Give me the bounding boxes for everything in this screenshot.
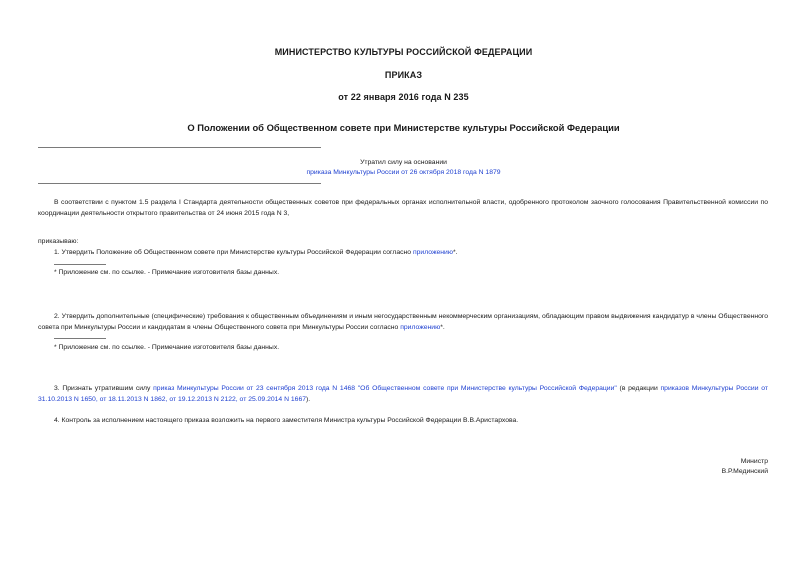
item-1-text: 1. Утвердить Положение об Общественном совете при Министерстве культуры Российской Федерации согласно [54, 249, 413, 256]
doc-type-heading: ПРИКАЗ [384, 70, 423, 80]
item-4-paragraph: 4. Контроль за исполнением настоящего приказа возложить на первого заместителя Министра культуры Российской Федерации В.В.Аристархова. [54, 417, 519, 424]
item-1-appendix-link[interactable]: приложению [412, 249, 453, 256]
ministry-heading: МИНИСТЕРСТВО КУЛЬТУРЫ РОССИЙСКОЙ ФЕДЕРАЦИИ [274, 47, 533, 57]
item-3-paragraph [38, 384, 768, 405]
repealed-order-link[interactable]: приказ Минкультуры России от 23 сентября 2013 года N 1468 "Об Общественном совете при Министерстве культуры Российской Федерации" [153, 385, 617, 392]
footnote-1: * Приложение см. по ссылке. - Примечание изготовителя базы данных. [54, 269, 280, 276]
item-1-paragraph [38, 248, 768, 259]
item-2-text: 2. Утвердить дополнительные (специфические) требования к общественным объединениям и иным негосударственным некоммерческим организациям, обладающим правом выдвижения кандидатур в члены Общественного совета при Минкультуры России и кандидатам в члены Общественного совета при Минкультуры России согласно [38, 313, 768, 331]
footnote-2: * Приложение см. по ссылке. - Примечание изготовителя базы данных. [54, 344, 280, 351]
item-3-tail: ). [306, 395, 311, 403]
date-number: от 22 января 2016 года N 235 [338, 92, 469, 102]
item-2-tail: *. [440, 323, 445, 331]
divider-top [38, 147, 321, 148]
footnote-divider-2 [54, 338, 106, 339]
item-3-mid: (в редакции [616, 385, 661, 392]
amending-orders-link[interactable]: приказов Минкультуры России от 31.10.2013 N 1650, от 18.11.2013 N 1862, от 19.12.2013 N 2122, от 25.09.2014 N 1667 [38, 385, 768, 403]
status-line [0, 168, 807, 179]
document-subject: О Положении об Общественном совете при Министерстве культуры Российской Федерации [187, 122, 620, 133]
signature-position: Министр [740, 458, 768, 465]
item-2-paragraph [38, 312, 768, 333]
status-text: Утратил силу на основании [360, 159, 447, 166]
item-1-tail: *. [452, 249, 458, 256]
order-word: приказываю: [38, 238, 79, 245]
preamble-paragraph: В соответствии с пунктом 1.5 раздела I Стандарта деятельности общественных советов при федеральных органах исполнительной власти, одобренного протоколом заочного голосования Правительственной комиссии по координации деятельности открытого правительства от 24 июня 2015 года N 3, [38, 199, 768, 217]
item-3-prefix: 3. Признать утратившим силу [54, 385, 154, 392]
repeal-order-link[interactable]: приказа Минкультуры России от 26 октября 2018 года N 1879 [306, 169, 501, 176]
signature-name: В.Р.Мединский [721, 468, 768, 475]
footnote-divider-1 [54, 264, 106, 265]
item-2-appendix-link[interactable]: приложению [400, 323, 441, 331]
divider-bottom [38, 183, 321, 184]
